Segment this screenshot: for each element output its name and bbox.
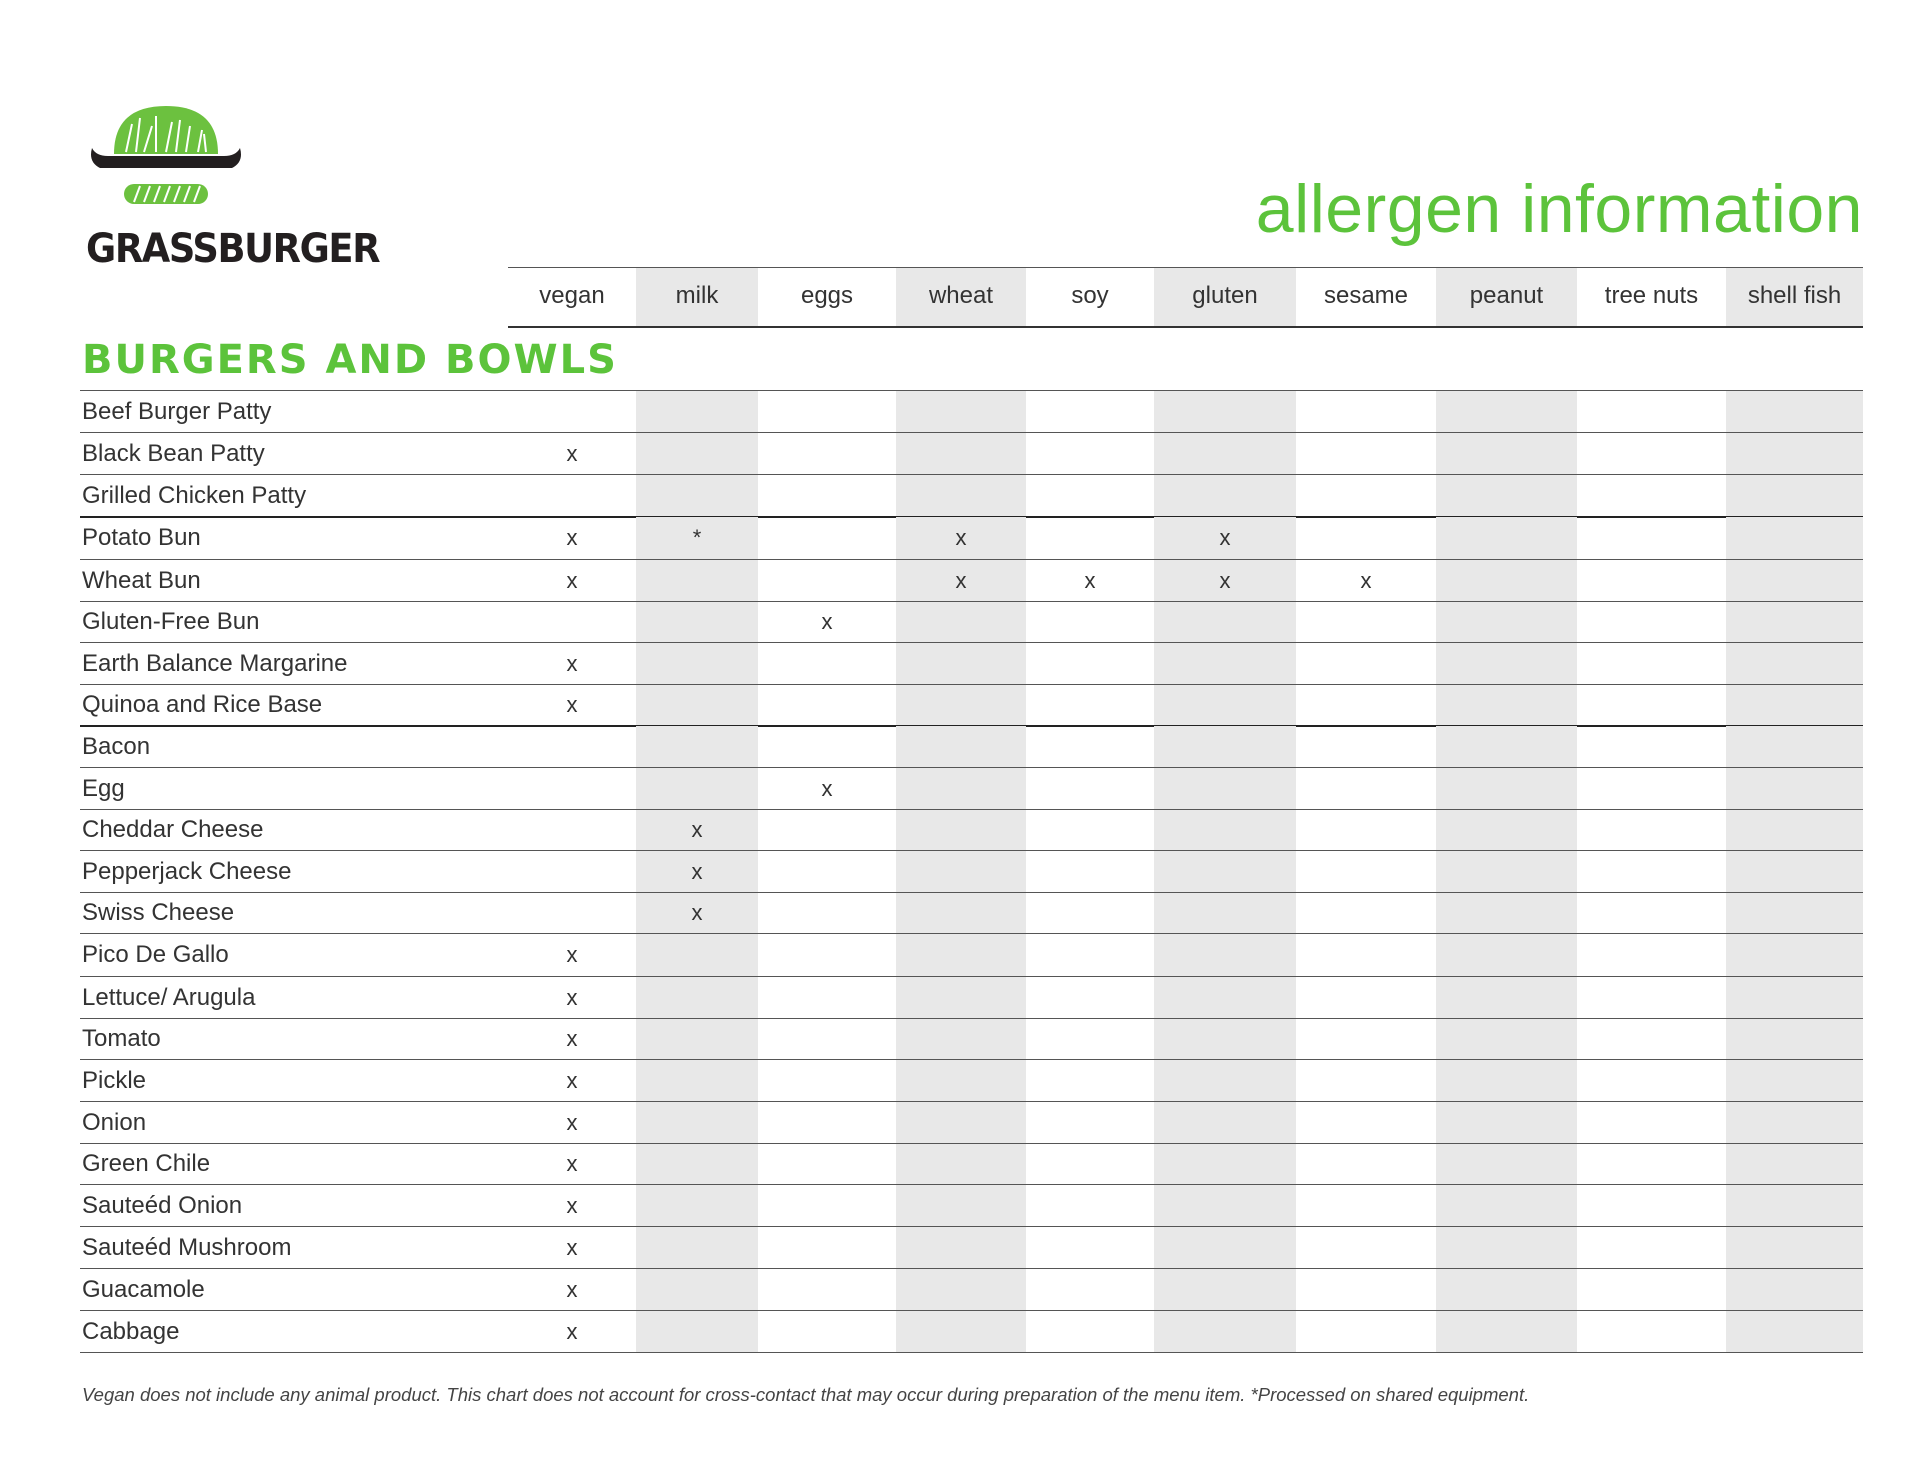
allergen-cell <box>1154 433 1296 474</box>
column-header: gluten <box>1154 268 1296 326</box>
allergen-cell <box>1436 1144 1577 1184</box>
allergen-cell <box>1726 851 1863 892</box>
allergen-cell <box>1726 475 1863 516</box>
allergen-cell: x <box>566 1192 578 1218</box>
allergen-cell <box>758 1019 896 1059</box>
allergen-cell <box>636 1311 758 1352</box>
allergen-cell <box>1296 517 1436 559</box>
allergen-cell <box>758 475 896 516</box>
allergen-cell <box>1726 1060 1863 1101</box>
allergen-cell <box>758 893 896 933</box>
allergen-cell <box>758 685 896 725</box>
column-header: milk <box>636 268 758 326</box>
table-row <box>80 1060 1863 1102</box>
allergen-cell <box>1726 643 1863 684</box>
allergen-cell <box>1154 810 1296 850</box>
allergen-cell <box>896 685 1026 725</box>
allergen-cell: x <box>566 984 578 1010</box>
allergen-cell <box>1154 1144 1296 1184</box>
allergen-cell <box>1577 391 1726 432</box>
allergen-cell <box>1026 977 1154 1018</box>
allergen-cell <box>636 1269 758 1310</box>
allergen-cell <box>508 810 636 850</box>
allergen-cell <box>636 475 758 516</box>
column-header: peanut <box>1436 268 1577 326</box>
allergen-cell <box>1436 768 1577 809</box>
allergen-cell <box>1026 726 1154 767</box>
allergen-cell <box>1726 1019 1863 1059</box>
allergen-cell <box>1154 1102 1296 1143</box>
allergen-cell: x <box>566 440 578 466</box>
allergen-cell <box>1577 1102 1726 1143</box>
allergen-cell <box>636 977 758 1018</box>
allergen-cell: x <box>566 1067 578 1093</box>
allergen-cell <box>896 1102 1026 1143</box>
column-header: sesame <box>1323 282 1409 309</box>
allergen-cell <box>636 643 758 684</box>
allergen-cell: x <box>566 1318 578 1344</box>
allergen-cell <box>1296 1019 1436 1059</box>
allergen-cell <box>758 1144 896 1184</box>
section-title: BURGERS AND BOWLS <box>82 337 618 383</box>
item-name: Lettuce/ Arugula <box>82 983 256 1011</box>
item-name: Cheddar Cheese <box>82 816 264 843</box>
allergen-cell <box>1726 1185 1863 1226</box>
table-row <box>80 643 1863 685</box>
allergen-cell <box>1154 1227 1296 1268</box>
allergen-cell <box>758 1311 896 1352</box>
allergen-cell <box>1436 1019 1577 1059</box>
allergen-cell <box>508 602 636 642</box>
allergen-cell <box>1726 934 1863 976</box>
allergen-cell <box>1154 1269 1296 1310</box>
allergen-cell <box>1154 851 1296 892</box>
allergen-cell <box>1436 391 1577 432</box>
allergen-cell <box>896 1227 1026 1268</box>
table-row <box>80 893 1863 934</box>
allergen-cell <box>1726 1311 1863 1352</box>
allergen-cell <box>758 517 896 559</box>
allergen-cell <box>508 893 636 933</box>
page-title: allergen information <box>1255 171 1863 247</box>
allergen-cell <box>1296 1185 1436 1226</box>
allergen-cell <box>896 1019 1026 1059</box>
allergen-cell <box>896 893 1026 933</box>
table-row <box>80 560 1863 602</box>
table-row <box>80 1144 1863 1185</box>
allergen-cell <box>758 643 896 684</box>
burger-grass-icon <box>86 104 246 214</box>
allergen-cell: x <box>636 851 758 892</box>
allergen-cell <box>1577 1185 1726 1226</box>
table-row <box>80 1019 1863 1060</box>
item-name: Cabbage <box>82 1317 180 1345</box>
allergen-cell <box>636 726 758 767</box>
allergen-cell: x <box>896 517 1026 559</box>
allergen-cell <box>1726 685 1863 725</box>
allergen-cell: x <box>566 942 578 967</box>
item-name: Egg <box>82 774 125 802</box>
column-header: tree nuts <box>1604 282 1699 309</box>
allergen-cell <box>1296 433 1436 474</box>
allergen-cell <box>1577 851 1726 892</box>
allergen-cell <box>758 1185 896 1226</box>
allergen-cell <box>1577 810 1726 850</box>
table-row <box>80 977 1863 1019</box>
allergen-cell <box>1026 810 1154 850</box>
column-header: soy <box>1071 282 1109 309</box>
allergen-cell <box>896 1269 1026 1310</box>
allergen-cell <box>1296 893 1436 933</box>
allergen-cell <box>1296 1144 1436 1184</box>
table-row <box>80 1185 1863 1227</box>
allergen-cell <box>508 726 636 767</box>
allergen-cell <box>758 433 896 474</box>
brand-logo <box>86 104 380 279</box>
allergen-cell <box>758 391 896 432</box>
item-name: Sauteéd Onion <box>82 1191 243 1219</box>
allergen-cell <box>1436 1102 1577 1143</box>
allergen-cell <box>1026 517 1154 559</box>
allergen-cell <box>1577 475 1726 516</box>
allergen-cell <box>1577 1311 1726 1352</box>
allergen-cell <box>1026 893 1154 933</box>
allergen-cell <box>1436 560 1577 601</box>
allergen-cell <box>1154 1311 1296 1352</box>
allergen-cell <box>758 1060 896 1101</box>
item-name: Swiss Cheese <box>82 899 235 926</box>
allergen-cell <box>1577 560 1726 601</box>
table-row <box>80 1227 1863 1269</box>
item-name: Sauteéd Mushroom <box>82 1233 292 1261</box>
allergen-cell <box>1436 851 1577 892</box>
table-row <box>80 768 1863 810</box>
allergen-cell <box>1154 768 1296 809</box>
allergen-cell <box>1726 517 1863 559</box>
allergen-cell <box>758 726 896 767</box>
allergen-cell <box>636 1185 758 1226</box>
item-name: Pickle <box>82 1066 147 1094</box>
allergen-cell <box>636 602 758 642</box>
allergen-cell <box>1436 433 1577 474</box>
allergen-cell <box>1436 810 1577 850</box>
allergen-cell <box>1154 685 1296 725</box>
allergen-cell <box>1026 851 1154 892</box>
allergen-cell <box>1436 685 1577 725</box>
allergen-cell <box>1726 1269 1863 1310</box>
allergen-cell <box>1436 602 1577 642</box>
allergen-cell <box>1296 1227 1436 1268</box>
allergen-cell <box>1577 893 1726 933</box>
allergen-cell <box>1436 1185 1577 1226</box>
table-row <box>80 517 1863 560</box>
brand-name: GRASSBURGER <box>86 226 380 272</box>
allergen-cell <box>896 768 1026 809</box>
allergen-cell <box>758 934 896 976</box>
allergen-cell: x <box>636 893 758 933</box>
allergen-cell: x <box>821 609 833 634</box>
allergen-cell <box>636 1019 758 1059</box>
allergen-cell <box>1436 726 1577 767</box>
allergen-cell <box>1726 810 1863 850</box>
item-name: Potato Bun <box>82 524 201 551</box>
allergen-cell <box>1154 1060 1296 1101</box>
allergen-cell: x <box>566 1276 578 1302</box>
allergen-cell <box>1154 726 1296 767</box>
allergen-cell <box>896 934 1026 976</box>
allergen-cell <box>1026 602 1154 642</box>
column-header: eggs <box>800 282 854 309</box>
allergen-cell <box>1154 934 1296 976</box>
allergen-cell <box>1577 517 1726 559</box>
allergen-cell <box>1296 643 1436 684</box>
allergen-cell <box>1026 1144 1154 1184</box>
item-name: Gluten-Free Bun <box>82 608 260 635</box>
column-header: wheat <box>896 268 1026 326</box>
allergen-cell <box>1296 977 1436 1018</box>
table-header <box>508 267 1863 328</box>
allergen-cell <box>1577 1227 1726 1268</box>
allergen-cell <box>1436 1227 1577 1268</box>
allergen-cell: x <box>636 810 758 850</box>
item-name: Bacon <box>82 732 151 760</box>
item-name: Wheat Bun <box>82 566 201 594</box>
allergen-cell <box>1154 391 1296 432</box>
item-name: Earth Balance Margarine <box>82 649 348 677</box>
allergen-cell <box>1154 1019 1296 1059</box>
allergen-cell <box>1726 977 1863 1018</box>
allergen-cell <box>1026 685 1154 725</box>
allergen-cell <box>1026 1102 1154 1143</box>
allergen-cell <box>1296 810 1436 850</box>
allergen-cell <box>896 475 1026 516</box>
allergen-cell: x <box>566 1234 578 1260</box>
allergen-cell <box>1154 602 1296 642</box>
allergen-cell <box>1026 768 1154 809</box>
allergen-cell <box>1154 977 1296 1018</box>
item-name: Onion <box>82 1108 147 1136</box>
allergen-cell: x <box>821 775 833 801</box>
allergen-cell <box>1577 768 1726 809</box>
section-header <box>80 327 1863 391</box>
table-row <box>80 685 1863 727</box>
allergen-cell <box>758 1102 896 1143</box>
allergen-cell <box>1436 893 1577 933</box>
item-name: Guacamole <box>82 1275 205 1303</box>
allergen-cell <box>896 810 1026 850</box>
allergen-cell: x <box>566 1151 578 1176</box>
allergen-cell <box>508 475 636 516</box>
allergen-cell <box>636 768 758 809</box>
allergen-cell <box>896 391 1026 432</box>
allergen-cell <box>1026 1185 1154 1226</box>
allergen-cell <box>896 851 1026 892</box>
allergen-cell <box>1577 433 1726 474</box>
allergen-cell <box>1026 1060 1154 1101</box>
allergen-cell <box>1577 1019 1726 1059</box>
allergen-cell <box>1577 1269 1726 1310</box>
allergen-cell <box>1726 391 1863 432</box>
allergen-cell <box>1726 1102 1863 1143</box>
table-row <box>80 726 1863 768</box>
allergen-cell <box>896 1060 1026 1101</box>
table-row <box>80 602 1863 643</box>
allergen-cell <box>896 1144 1026 1184</box>
allergen-cell <box>1726 433 1863 474</box>
item-name: Black Bean Patty <box>82 439 265 467</box>
allergen-cell <box>1577 726 1726 767</box>
allergen-cell <box>636 1144 758 1184</box>
allergen-cell <box>1577 685 1726 725</box>
footnote: Vegan does not include any animal product. This chart does not account for cross-contact that may occur during preparation of the menu item. *Processed on shared equipment. <box>82 1384 1530 1405</box>
allergen-cell <box>1296 934 1436 976</box>
allergen-cell <box>1026 1311 1154 1352</box>
allergen-cell <box>1577 934 1726 976</box>
allergen-cell: x <box>1084 567 1096 593</box>
allergen-cell: x <box>566 692 578 717</box>
table-row <box>80 851 1863 893</box>
table-row <box>80 1102 1863 1144</box>
allergen-cell <box>896 726 1026 767</box>
allergen-cell <box>1296 602 1436 642</box>
allergen-cell: x <box>566 567 578 593</box>
allergen-cell <box>1026 934 1154 976</box>
allergen-cell <box>1026 391 1154 432</box>
table-row <box>80 433 1863 475</box>
allergen-cell <box>758 1269 896 1310</box>
allergen-cell <box>1436 517 1577 559</box>
table-row <box>80 391 1863 433</box>
allergen-cell <box>1296 391 1436 432</box>
allergen-cell <box>1726 768 1863 809</box>
allergen-cell <box>636 1060 758 1101</box>
allergen-cell <box>1726 560 1863 601</box>
allergen-cell <box>1436 977 1577 1018</box>
allergen-cell <box>636 934 758 976</box>
allergen-cell <box>636 433 758 474</box>
allergen-cell <box>758 851 896 892</box>
allergen-cell <box>758 1227 896 1268</box>
allergen-cell: x <box>896 560 1026 601</box>
allergen-cell: x <box>566 1026 578 1051</box>
allergen-cell <box>1026 643 1154 684</box>
allergen-cell <box>1577 1060 1726 1101</box>
allergen-cell <box>1577 1144 1726 1184</box>
allergen-cell <box>1296 1060 1436 1101</box>
table-row <box>80 1311 1863 1353</box>
allergen-cell <box>896 1185 1026 1226</box>
allergen-cell <box>1726 1227 1863 1268</box>
allergen-cell <box>896 1311 1026 1352</box>
allergen-cell <box>1577 602 1726 642</box>
allergen-cell <box>896 433 1026 474</box>
allergen-cell <box>1026 475 1154 516</box>
allergen-cell <box>636 1227 758 1268</box>
item-name: Grilled Chicken Patty <box>82 481 307 509</box>
item-name: Beef Burger Patty <box>82 397 272 425</box>
allergen-cell <box>1436 934 1577 976</box>
allergen-cell: x <box>566 525 578 550</box>
allergen-cell: x <box>1154 560 1296 601</box>
allergen-cell <box>1577 643 1726 684</box>
allergen-cell <box>508 768 636 809</box>
allergen-cell: * <box>636 517 758 559</box>
allergen-cell: x <box>1154 517 1296 559</box>
allergen-cell <box>1296 685 1436 725</box>
table-row <box>80 475 1863 518</box>
allergen-cell <box>1296 851 1436 892</box>
allergen-cell <box>1296 1269 1436 1310</box>
allergen-cell <box>896 977 1026 1018</box>
allergen-cell <box>1726 602 1863 642</box>
item-name: Tomato <box>82 1025 161 1052</box>
item-name: Quinoa and Rice Base <box>82 691 323 718</box>
allergen-cell: x <box>1360 567 1372 593</box>
item-name: Green Chile <box>82 1150 211 1177</box>
allergen-cell <box>1577 977 1726 1018</box>
allergen-cell <box>758 810 896 850</box>
allergen-cell <box>1436 1269 1577 1310</box>
allergen-cell <box>1026 433 1154 474</box>
allergen-cell <box>636 391 758 432</box>
allergen-cell <box>636 685 758 725</box>
allergen-cell <box>1154 643 1296 684</box>
table-row <box>80 934 1863 977</box>
allergen-cell <box>1726 893 1863 933</box>
allergen-cell <box>1296 1311 1436 1352</box>
allergen-cell <box>1296 726 1436 767</box>
item-name: Pepperjack Cheese <box>82 857 292 885</box>
allergen-cell <box>1154 1185 1296 1226</box>
allergen-cell: x <box>566 650 578 676</box>
table-row <box>80 810 1863 851</box>
table-row <box>80 1269 1863 1311</box>
allergen-cell <box>896 643 1026 684</box>
item-name: Pico De Gallo <box>82 941 229 968</box>
allergen-cell <box>1726 726 1863 767</box>
allergen-cell <box>1436 475 1577 516</box>
allergen-cell <box>636 560 758 601</box>
allergen-cell <box>758 977 896 1018</box>
allergen-cell <box>1436 1311 1577 1352</box>
allergen-cell <box>1154 475 1296 516</box>
allergen-cell: x <box>566 1109 578 1135</box>
allergen-cell <box>1436 643 1577 684</box>
allergen-cell <box>1026 1269 1154 1310</box>
column-header: shell fish <box>1726 268 1863 326</box>
allergen-cell <box>1296 768 1436 809</box>
allergen-cell <box>758 560 896 601</box>
allergen-cell <box>1436 1060 1577 1101</box>
allergen-cell <box>1296 1102 1436 1143</box>
allergen-cell <box>1296 475 1436 516</box>
allergen-cell <box>1026 1019 1154 1059</box>
allergen-cell <box>1026 1227 1154 1268</box>
allergen-cell <box>508 851 636 892</box>
allergen-cell <box>1154 893 1296 933</box>
allergen-cell <box>896 602 1026 642</box>
allergen-cell <box>636 1102 758 1143</box>
column-header: vegan <box>539 282 605 309</box>
allergen-cell <box>508 391 636 432</box>
allergen-cell <box>1726 1144 1863 1184</box>
